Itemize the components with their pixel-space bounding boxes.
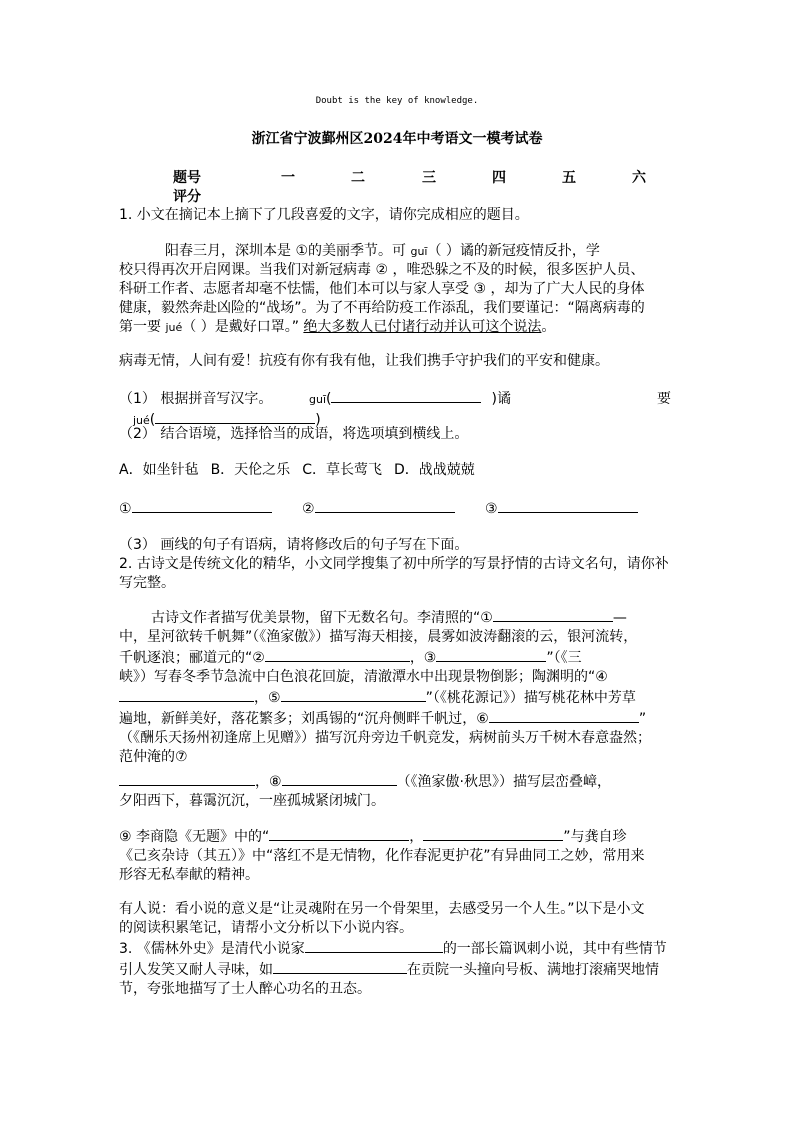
answer-blank-3[interactable] bbox=[498, 498, 638, 513]
q1-passage bbox=[119, 242, 671, 337]
answer-blank-2[interactable] bbox=[315, 498, 455, 513]
motto: Doubt is the key of knowledge. bbox=[315, 96, 479, 106]
q2-blank-9b[interactable] bbox=[423, 826, 563, 841]
q2-blank-5[interactable] bbox=[281, 687, 426, 702]
q1-p1-c: （ ）谲的新冠疫情反扑，学 bbox=[427, 243, 600, 259]
q1-sub1-label: （1） 根据拼音写汉字。 bbox=[119, 391, 273, 407]
q2-l11a: ⑨ 李商隐《无题》中的“ bbox=[119, 829, 270, 845]
q2-blank-6[interactable] bbox=[489, 708, 639, 723]
q2-l11b: ， bbox=[409, 829, 424, 845]
q2-l1a: 古诗文作者描写优美景物，留下无数名句。李清照的“① bbox=[151, 610, 493, 626]
q3-blank-character[interactable] bbox=[273, 959, 407, 974]
q1-sub1-blank-gui[interactable] bbox=[331, 388, 481, 403]
q2-l8: 范仲淹的⑦ bbox=[119, 749, 188, 765]
q2-l11c: ”与龚自珍 bbox=[563, 829, 627, 845]
blank-label-3: ③ bbox=[485, 501, 498, 517]
q1-sub2: （2） 结合语境，选择恰当的成语，将选项填到横线上。 bbox=[119, 426, 469, 442]
q3-l1a: 3. 《儒林外史》是清代小说家 bbox=[119, 941, 305, 957]
q2-l6b: ” bbox=[638, 711, 647, 727]
q2-l3c: ”（《三 bbox=[546, 650, 582, 666]
q3-l3: 节，夸张地描写了士人醉心功名的丑态。 bbox=[119, 981, 371, 997]
intro-l2: 的阅读积累笔记，请帮小文分析以下小说内容。 bbox=[119, 920, 413, 936]
score-col-2: 二 bbox=[351, 170, 365, 186]
q2-blank-7[interactable] bbox=[119, 771, 255, 786]
q1-p1-line2: 校只得再次开启网课。当我们对新冠病毒 ② ，唯恐躲之不及的时候，很多医护人员、 bbox=[119, 262, 645, 278]
answer-blank-1[interactable] bbox=[132, 498, 272, 513]
q1-sub1-open: ( bbox=[326, 391, 332, 407]
q1-stem: 1. 小文在摘记本上摘下了几段喜爱的文字，请你完成相应的题目。 bbox=[119, 207, 529, 223]
page-title: 浙江省宁波鄞州区2024年中考语文一模考试卷 bbox=[251, 131, 543, 147]
option-d: D．战战兢兢 bbox=[393, 462, 475, 478]
option-c: C．草长莺飞 bbox=[302, 462, 382, 478]
q2-l12: 《己亥杂诗（其五）》中“落红不是无情物，化作春泥更护花”有异曲同工之妙，常用来 bbox=[119, 848, 645, 864]
q1-options bbox=[119, 461, 671, 480]
q1-answer-blanks bbox=[119, 498, 671, 519]
q1-sub1-open2: ( bbox=[149, 412, 156, 428]
q2-blank-1[interactable] bbox=[493, 607, 613, 622]
score-col-3: 三 bbox=[422, 170, 436, 186]
q1-underlined-sentence: 绝大多数人已付诸行动并认可这个说法 bbox=[303, 319, 542, 335]
option-a: A．如坐针毡 bbox=[119, 462, 199, 478]
q2-blank-4[interactable] bbox=[119, 687, 254, 702]
q1-pinyin-jue: jué bbox=[165, 321, 183, 334]
q3-l2a: 引人发笑又耐人寻味，如 bbox=[119, 962, 273, 978]
q2-l6a: 遍地，新鲜美好，落花繁多；刘禹锡的“沉舟侧畔千帆过，⑥ bbox=[119, 711, 489, 727]
q3 bbox=[119, 938, 671, 999]
score-col-4: 四 bbox=[492, 170, 506, 186]
intro-l1: 有人说：看小说的意义是“让灵魂附在另一个骨架里，去感受另一个人生。”以下是小文 bbox=[119, 901, 645, 917]
q2-l2: 中，星河欲转千帆舞”（《渔家傲》）描写海天相接，晨雾如波涛翻滚的云，银河流转， bbox=[119, 629, 638, 645]
q1-sub1-yao: 要 bbox=[657, 391, 671, 407]
q1-p1-l5a: 第一要 bbox=[119, 319, 166, 335]
q2-blank-9a[interactable] bbox=[269, 826, 409, 841]
q2-l4: 峡》）写春冬季节急流中白色浪花回旋，清澈潭水中出现景物倒影；陶渊明的“④ bbox=[119, 669, 608, 685]
q1-sub1-pinyin-jue: jué bbox=[133, 414, 150, 427]
q1-sub1-close2: ) bbox=[315, 412, 321, 428]
q1-p1-line4: 健康，毅然奔赴凶险的“战场”。为了不再给防疫工作添乱，我们要谨记：“隔离病毒的 bbox=[119, 300, 645, 316]
q1-pinyin-gui: guī bbox=[410, 245, 428, 258]
q2-l10: 夕阳西下，暮霭沉沉，一座孤城紧闭城门。 bbox=[119, 793, 385, 809]
q1-sub1-blank-jue[interactable] bbox=[155, 409, 315, 424]
q3-l1b: 的一部长篇讽刺小说，其中有些情节 bbox=[442, 941, 667, 957]
q2-l7: （《酬乐天扬州初逢席上见赠》）描写沉舟旁边千帆竞发，病树前头万千树木春意盎然； bbox=[119, 730, 651, 746]
q2-blank-8[interactable] bbox=[282, 771, 397, 786]
q1-p1-l5b: （ ）是戴好口罩。” bbox=[182, 319, 304, 335]
q2-stem-l1: 2. 古诗文是传统文化的精华，小文同学搜集了初中所学的写景抒情的古诗文名句，请你补 bbox=[119, 556, 669, 572]
q1-sub3: （3） 画线的句子有语病，请将修改后的句子写在下面。 bbox=[119, 537, 469, 553]
score-col-5: 五 bbox=[562, 170, 576, 186]
q1-sub1 bbox=[119, 388, 671, 430]
score-col-6: 六 bbox=[632, 170, 646, 186]
score-row-label: 评分 bbox=[173, 189, 201, 205]
q2-stem-l2: 写完整。 bbox=[119, 575, 175, 591]
blank-label-2: ② bbox=[302, 501, 315, 517]
q1-sub1-close: )谲 bbox=[491, 391, 511, 407]
q2-l3a: 千帆逐浪；郦道元的“② bbox=[119, 650, 265, 666]
q2-blank-3[interactable] bbox=[436, 647, 546, 662]
score-col-1: 一 bbox=[281, 170, 295, 186]
q2-l9b: （《渔家傲·秋思》）描写层峦叠嶂， bbox=[396, 774, 612, 790]
q1-p1-l5c: 。 bbox=[541, 319, 556, 335]
q2-l3b: ，③ bbox=[409, 650, 437, 666]
q1-p1-b: ①的美丽季节。可 bbox=[295, 243, 411, 259]
q2-passage bbox=[119, 607, 671, 767]
q2-l1b: — bbox=[612, 610, 627, 626]
q1-p1-a: 阳春三月，深圳本是 bbox=[165, 243, 296, 259]
q2-l9a: ，⑧ bbox=[255, 774, 282, 790]
score-header-label: 题号 bbox=[173, 170, 201, 186]
q2-stem bbox=[119, 555, 671, 593]
q1-p2: 病毒无情，人间有爱！抗疫有你有我有他，让我们携手守护我们的平安和健康。 bbox=[119, 353, 609, 369]
q2-l5b: ”（《桃花源记》）描写桃花林中芳草 bbox=[425, 690, 636, 706]
q2-l13: 形容无私奉献的精神。 bbox=[119, 867, 259, 883]
q1-p1-line3: 科研工作者、志愿者却毫不怯懦，他们本可以与家人享受 ③ ，却为了广大人民的身体 bbox=[119, 281, 645, 297]
q2-item9 bbox=[119, 826, 671, 885]
reading-intro bbox=[119, 900, 671, 938]
q2-passage-cont bbox=[119, 771, 671, 811]
q2-blank-2[interactable] bbox=[265, 647, 410, 662]
q1-sub1-pinyin-gui: guī bbox=[309, 393, 327, 406]
option-b: B．天伦之乐 bbox=[210, 462, 291, 478]
q3-blank-author[interactable] bbox=[305, 938, 443, 953]
blank-label-1: ① bbox=[119, 501, 132, 517]
q3-l2b: 在贡院一头撞向号板、满地打滚痛哭地情 bbox=[407, 962, 659, 978]
q2-l5a: ，⑤ bbox=[254, 690, 281, 706]
